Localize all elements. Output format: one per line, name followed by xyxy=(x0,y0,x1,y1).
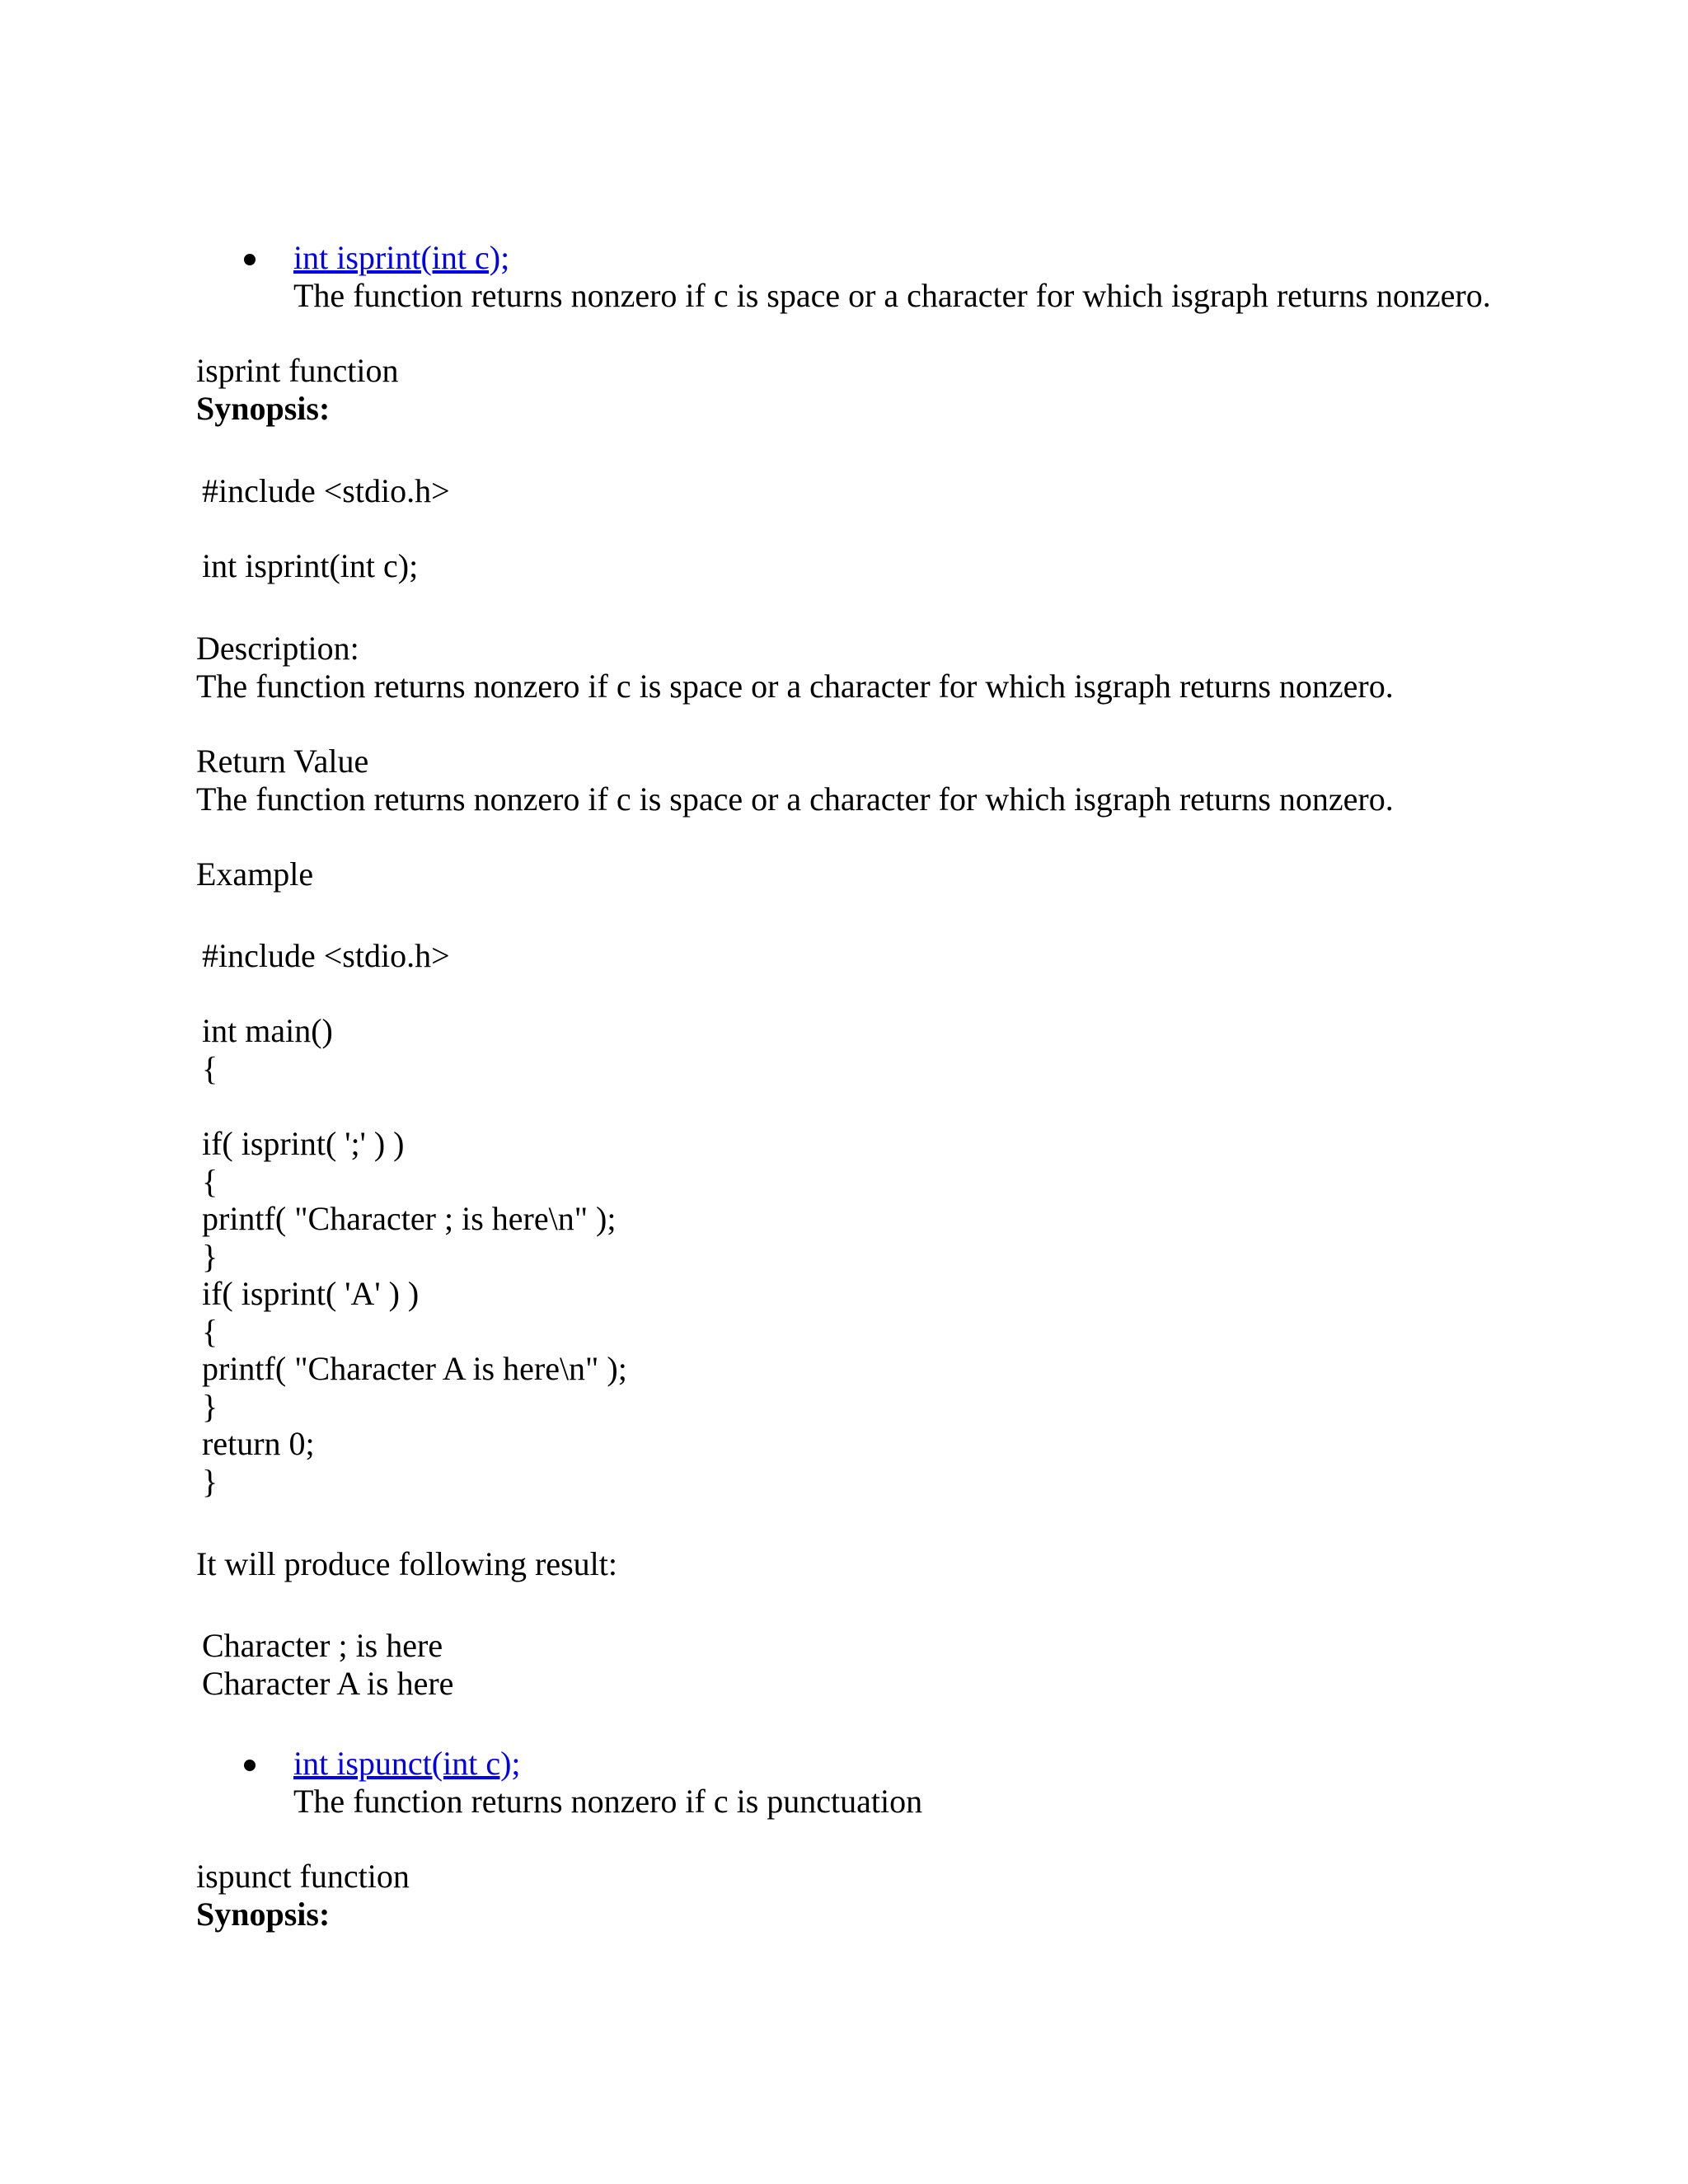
example-code-line: } xyxy=(202,1388,218,1425)
example-code-line: #include <stdio.h> xyxy=(202,937,450,974)
example-code-line: } xyxy=(202,1238,218,1275)
isprint-link[interactable]: int isprint(int c); xyxy=(293,239,510,276)
isprint-heading: isprint function xyxy=(196,352,399,389)
bullet-dot xyxy=(244,1760,256,1771)
example-code-line: int main() xyxy=(202,1012,333,1049)
example-code-line: if( isprint( ';' ) ) xyxy=(202,1125,405,1162)
ispunct-bullet-description: The function returns nonzero if c is punctuation xyxy=(293,1783,923,1820)
example-code-line: printf( "Character A is here\n" ); xyxy=(202,1350,627,1387)
example-code-line: } xyxy=(202,1463,218,1500)
example-code-line: { xyxy=(202,1313,218,1350)
example-code-line: { xyxy=(202,1050,218,1087)
synopsis-label: Synopsis: xyxy=(196,390,331,427)
return-value-text: The function returns nonzero if c is space or a character for which isgraph returns nonzero. xyxy=(196,780,1394,818)
result-output-line: Character A is here xyxy=(202,1665,454,1702)
result-label: It will produce following result: xyxy=(196,1545,618,1582)
description-label: Description: xyxy=(196,630,359,667)
ispunct-link[interactable]: int ispunct(int c); xyxy=(293,1745,521,1782)
synopsis-label: Synopsis: xyxy=(196,1896,331,1933)
example-label: Example xyxy=(196,855,314,893)
example-code-line: if( isprint( 'A' ) ) xyxy=(202,1275,420,1312)
bullet-dot xyxy=(244,254,256,265)
result-output-line: Character ; is here xyxy=(202,1627,443,1664)
ispunct-heading: ispunct function xyxy=(196,1858,410,1895)
synopsis-code-line: int isprint(int c); xyxy=(202,547,419,584)
return-value-label: Return Value xyxy=(196,743,369,780)
description-text: The function returns nonzero if c is space or a character for which isgraph returns nonzero. xyxy=(196,668,1394,705)
synopsis-code-line: #include <stdio.h> xyxy=(202,472,450,509)
isprint-bullet-description: The function returns nonzero if c is space or a character for which isgraph returns nonzero. xyxy=(293,277,1491,314)
example-code-line: { xyxy=(202,1163,218,1200)
example-code-line: return 0; xyxy=(202,1425,315,1462)
example-code-line: printf( "Character ; is here\n" ); xyxy=(202,1200,617,1237)
